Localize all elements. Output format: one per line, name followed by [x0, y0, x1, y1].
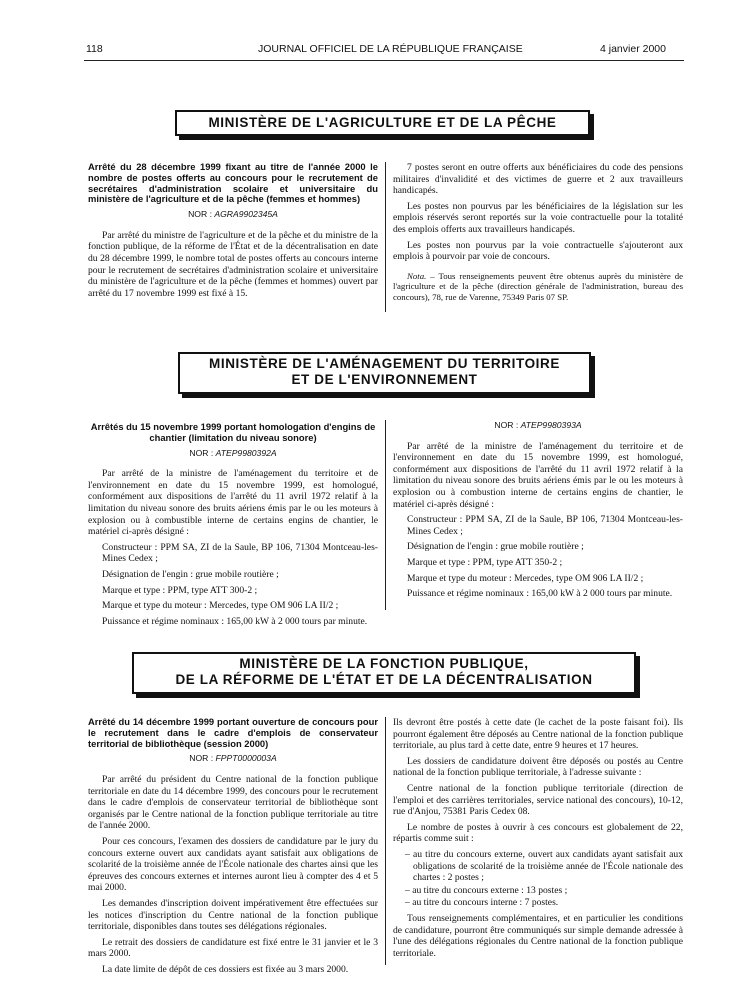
nor-reference	[88, 753, 378, 765]
section-heading-fonction-publique	[132, 652, 636, 694]
nor-reference	[88, 448, 378, 460]
heading-line: ET DE L'ENVIRONNEMENT	[291, 372, 478, 387]
paragraph: 7 postes seront en outre offerts aux bénéficiaires du code des pensions militaires d'invalidité et des victimes de guerre et 2 aux travailleurs handicapés.	[393, 162, 683, 197]
paragraph: Tous renseignements complémentaires, et en particulier les conditions de candidature, pourront être communiqués sur simple demande adressée à l'une des délégations régionales du Centre national de la fonction publique territoriale.	[393, 912, 683, 959]
paragraph: La date limite de dépôt de ces dossiers est fixée au 3 mars 2000.	[102, 963, 349, 975]
moteur-line: Marque et type du moteur : Mercedes, type OM 906 LA II/2 ;	[407, 572, 644, 584]
paragraph: Ils devront être postés à cette date (le cachet de la poste faisant foi). Ils pourront également être déposés au Centre national de la fonction publique territoriale, au plus tard à cette date, entre 9 heures et 17 heures.	[393, 717, 683, 752]
page-number: 118	[86, 43, 103, 55]
paragraph: Pour ces concours, l'examen des dossiers de candidature par le jury du concours externe ouvert aux candidats ayant satisfait aux obligations de scolarité de la troisième année de l'École nationale des chartes ainsi que les épreuves des concours externes et internes auront lieu à compter des 4 et 5 mai 2000.	[88, 835, 378, 894]
paragraph: Par arrêté du ministre de l'agriculture et de la pêche et du ministre de la fonction publique, de la réforme de l'État et de la décentralisation en date du 28 décembre 1999, le nombre total de postes offerts au concours interne pour le recrutement de secrétaires d'administration scolaire et universitaire du ministère de l'agriculture et de la pêche (femmes et hommes) ouvert par arrêté du 17 novembre 1999 est fixé à 15.	[88, 229, 378, 299]
nor-label: NOR :	[494, 420, 519, 430]
nor-code: ATEP9980393A	[520, 420, 582, 430]
heading-line: DE LA RÉFORME DE L'ÉTAT ET DE LA DÉCENTRALISATION	[175, 672, 593, 687]
journal-title: JOURNAL OFFICIEL DE LA RÉPUBLIQUE FRANÇAISE	[258, 43, 523, 55]
nota-note	[393, 271, 683, 302]
list-item: – au titre du concours interne : 7 postes.	[405, 897, 559, 909]
section-heading-amenagement	[178, 352, 591, 394]
header-rule	[84, 60, 684, 61]
note-label: Nota. –	[407, 270, 435, 281]
nor-code: FPPT0000003A	[215, 753, 277, 764]
amenagement-right-column	[393, 420, 683, 604]
column-divider	[385, 162, 386, 312]
constructeur-line: Constructeur : PPM SA, ZI de la Saule, BP 106, 71304 Montceau-les-Mines Cedex ;	[102, 541, 378, 565]
issue-date: 4 janvier 2000	[600, 43, 666, 55]
paragraph: Par arrêté du président du Centre national de la fonction publique territoriale en date du 14 décembre 1999, des concours pour le recrutement dans le cadre d'emplois de conservateur territorial de bibliothèque sont organisés par le Centre national de la fonction publique territoriale au titre de l'année 2000.	[88, 773, 378, 832]
fonction-publique-left-column	[88, 717, 378, 979]
decree-title: Arrêtés du 15 novembre 1999 portant homologation d'engins de chantier (limitation du niveau sonore)	[90, 421, 376, 443]
nor-reference	[393, 420, 683, 432]
designation-line: Désignation de l'engin : grue mobile routière ;	[407, 541, 584, 553]
nor-code: AGRA9902345A	[214, 209, 278, 220]
nor-code: ATEP9980392A	[215, 447, 277, 458]
paragraph: Par arrêté de la ministre de l'aménagement du territoire et de l'environnement en date du 15 novembre 1999, est homologué, conformément aux dispositions de l'arrêté du 11 avril 1972 relatif à la limitation du niveau sonore des bruits aériens émis par le ou les moteurs à explosion ou à combustible interne de certains engins de chantier, le matériel ci-après désigné :	[88, 468, 378, 538]
nor-label: NOR :	[189, 753, 214, 764]
nor-label: NOR :	[188, 209, 212, 220]
column-divider	[385, 420, 386, 610]
fonction-publique-right-column	[393, 717, 683, 963]
decree-title: Arrêté du 28 décembre 1999 fixant au titre de l'année 2000 le nombre de postes offerts au concours pour le recrutement de secrétaires d'administration scolaire et universitaire du ministère de l'agriculture et de la pêche (femmes et hommes)	[88, 161, 378, 205]
paragraph: Les dossiers de candidature doivent être déposés ou postés au Centre national de la fonction publique territoriale, à l'adresse suivante :	[393, 755, 683, 779]
note-text: Tous renseignements peuvent être obtenus auprès du ministère de l'agriculture et de la pêche (direction générale de l'administration, bureau des concours), 78, rue de Varenne, 75349 Paris 07 SP.	[393, 270, 683, 302]
paragraph: Par arrêté de la ministre de l'aménagement du territoire et de l'environnement en date du 15 novembre 1999, est homologué, conformément aux dispositions de l'arrêté du 11 avril 1972 relatif à la limitation du niveau sonore des bruits aériens émis par le ou les moteurs à explosion ou à combustion interne de certains engins de chantier, le matériel ci-après désigné :	[393, 440, 683, 510]
column-divider	[385, 717, 386, 965]
puissance-line: Puissance et régime nominaux : 165,00 kW à 2 000 tours par minute.	[102, 615, 368, 627]
paragraph: Les postes non pourvus par les bénéficiaires de la législation sur les emplois réservés seront reportés sur la voie contractuelle pour la totalité des emplois offerts aux travailleurs handicapés.	[393, 200, 683, 235]
address-paragraph: Centre national de la fonction publique territoriale (direction de l'emploi et des carrières territoriales, service national des concours), 10-12, rue d'Anjou, 75381 Paris Cedex 08.	[393, 782, 683, 818]
paragraph: Les postes non pourvus par la voie contractuelle s'ajouteront aux emplois à pourvoir par voie de concours.	[393, 239, 683, 263]
constructeur-line: Constructeur : PPM SA, ZI de la Saule, BP 106, 71304 Montceau-les-Mines Cedex ;	[407, 514, 683, 537]
amenagement-left-column	[88, 422, 378, 631]
agriculture-left-column	[88, 162, 378, 303]
decree-title: Arrêté du 14 décembre 1999 portant ouverture de concours pour le recrutement dans le cadre d'emplois de conservateur territorial de bibliothèque (session 2000)	[88, 716, 378, 749]
puissance-line: Puissance et régime nominaux : 165,00 kW à 2 000 tours par minute.	[407, 588, 673, 600]
moteur-line: Marque et type du moteur : Mercedes, type OM 906 LA II/2 ;	[102, 600, 339, 612]
marque-line: Marque et type : PPM, type ATT 350-2 ;	[407, 556, 563, 568]
marque-line: Marque et type : PPM, type ATT 300-2 ;	[102, 584, 258, 596]
heading-line: MINISTÈRE DE L'AMÉNAGEMENT DU TERRITOIRE	[209, 356, 560, 371]
heading-line: MINISTÈRE DE LA FONCTION PUBLIQUE,	[239, 656, 529, 671]
posts-list	[393, 849, 683, 909]
paragraph: Les demandes d'inscription doivent impérativement être effectuées sur les notices d'inscription du Centre national de la fonction publique territoriale, disponibles dans toutes ses délégations régionales.	[88, 897, 378, 933]
list-item: – au titre du concours externe, ouvert aux candidats ayant satisfait aux obligations de scolarité de la troisième année de l'École nationale des chartes : 2 postes ;	[405, 848, 683, 884]
nor-reference	[88, 209, 378, 221]
agriculture-right-column	[393, 162, 683, 302]
section-heading-agriculture: MINISTÈRE DE L'AGRICULTURE ET DE LA PÊCHE	[175, 110, 590, 136]
designation-line: Désignation de l'engin : grue mobile routière ;	[102, 568, 279, 580]
paragraph: Le nombre de postes à ouvrir à ces concours est globalement de 22, répartis comme suit :	[393, 821, 683, 845]
nor-label: NOR :	[189, 447, 214, 458]
paragraph: Le retrait des dossiers de candidature est fixé entre le 31 janvier et le 3 mars 2000.	[88, 936, 378, 960]
list-item: – au titre du concours externe : 13 postes ;	[405, 884, 568, 896]
